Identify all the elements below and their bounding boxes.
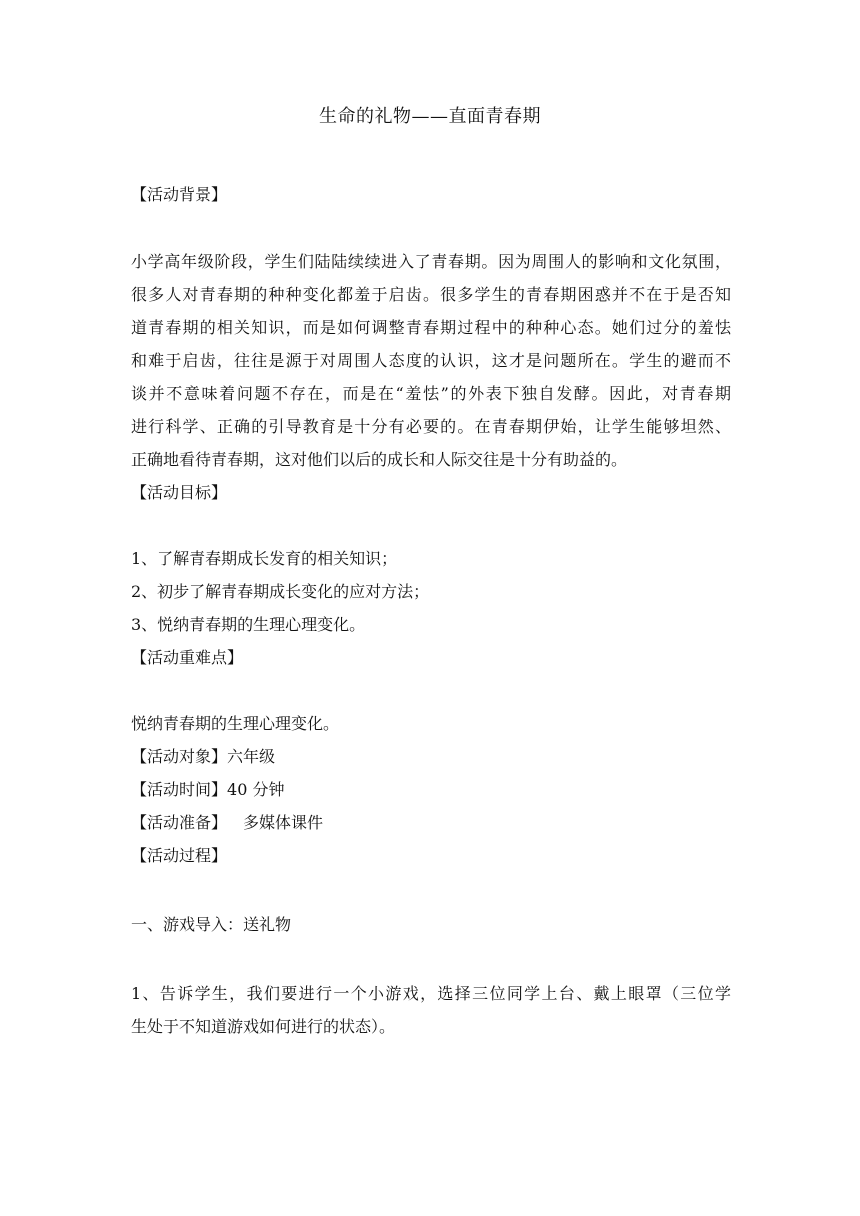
background-paragraph-line: 道青春期的相关知识，而是如何调整青春期过程中的种种心态。她们过分的羞怯 bbox=[131, 318, 731, 337]
goal-item: 2、初步了解青春期成长变化的应对方法； bbox=[131, 582, 430, 601]
keypoint-text: 悦纳青春期的生理心理变化。 bbox=[131, 714, 340, 733]
background-paragraph-line: 正确地看待青春期，这对他们以后的成长和人际交往是十分有助益的。 bbox=[131, 450, 628, 469]
background-paragraph-line: 小学高年级阶段，学生们陆陆续续进入了青春期。因为周围人的影响和文化氛围， bbox=[131, 252, 731, 271]
prep-value: 多媒体课件 bbox=[243, 813, 324, 832]
time-label: 【活动时间】 bbox=[131, 780, 228, 799]
target-row bbox=[131, 745, 275, 769]
keypoint-heading: 【活动重难点】 bbox=[131, 648, 244, 667]
time-value: 40 分钟 bbox=[227, 780, 285, 799]
step1-line: 生处于不知道游戏如何进行的状态）。 bbox=[131, 1017, 396, 1036]
time-row bbox=[131, 778, 284, 802]
background-paragraph-line: 和难于启齿，往往是源于对周围人态度的认识，这才是问题所在。学生的避而不 bbox=[131, 351, 731, 370]
goal-item: 3、悦纳青春期的生理心理变化。 bbox=[131, 615, 366, 634]
background-heading: 【活动背景】 bbox=[131, 185, 228, 204]
background-paragraph-line: 谈并不意味着问题不存在，而是在“羞怯”的外表下独自发酵。因此，对青春期 bbox=[131, 384, 731, 403]
document-title: 生命的礼物——直面青春期 bbox=[319, 106, 541, 127]
prep-label: 【活动准备】 bbox=[131, 813, 228, 832]
prep-row bbox=[131, 811, 323, 835]
background-paragraph-line: 进行科学、正确的引导教育是十分有必要的。在青春期伊始，让学生能够坦然、 bbox=[131, 417, 731, 436]
target-value: 六年级 bbox=[227, 747, 276, 766]
process-heading: 【活动过程】 bbox=[131, 846, 228, 865]
target-label: 【活动对象】 bbox=[131, 747, 228, 766]
goal-item: 1、了解青春期成长发育的相关知识； bbox=[131, 549, 398, 568]
step1-line: 1、告诉学生，我们要进行一个小游戏，选择三位同学上台、戴上眼罩（三位学 bbox=[131, 984, 731, 1003]
section1-heading: 一、游戏导入：送礼物 bbox=[131, 915, 292, 934]
background-paragraph-line: 很多人对青春期的种种变化都羞于启齿。很多学生的青春期困惑并不在于是否知 bbox=[131, 285, 731, 304]
goals-heading: 【活动目标】 bbox=[131, 483, 228, 502]
